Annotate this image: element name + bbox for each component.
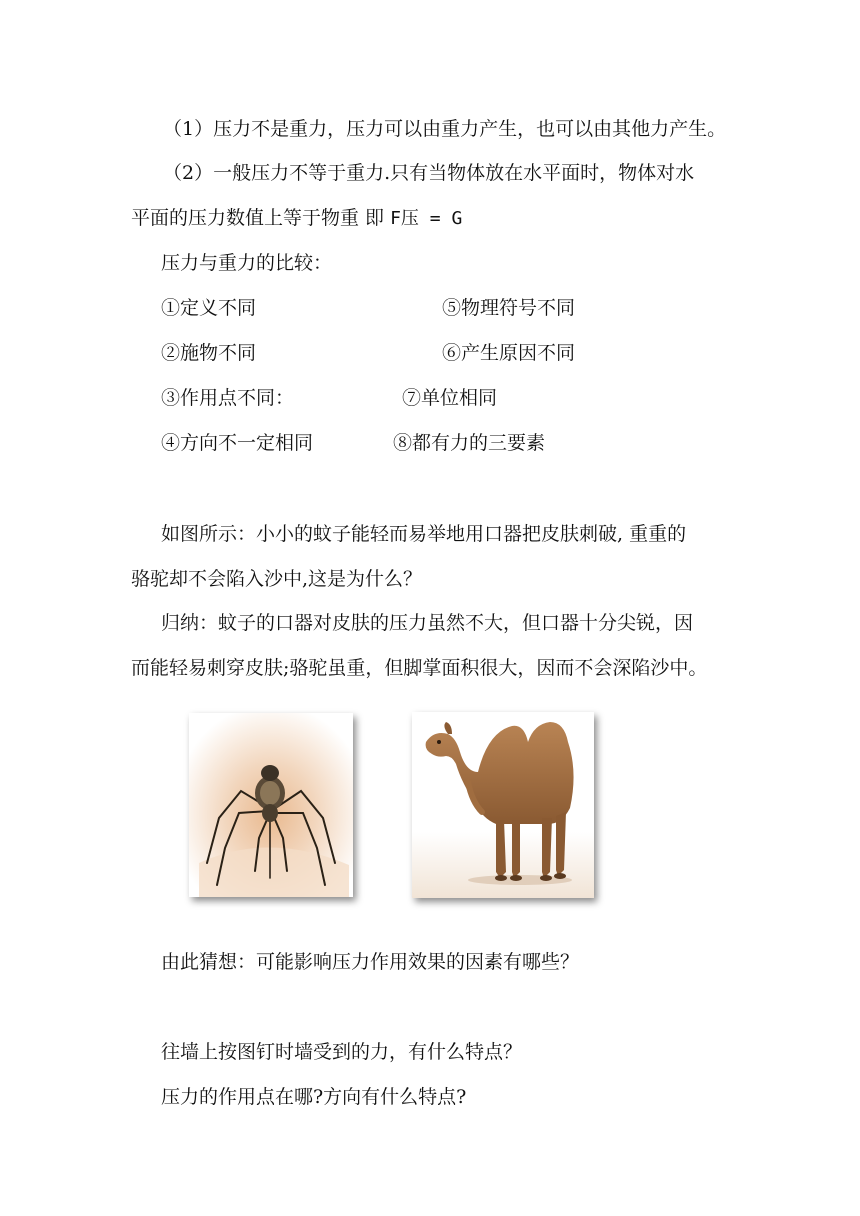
comparison-item-4: ④方向不一定相同 xyxy=(161,432,314,454)
comparison-item-3: ③作用点不同： xyxy=(161,387,295,409)
comparison-item-5: ⑤物理符号不同 xyxy=(442,297,576,319)
guess-question: 由此猜想：可能影响压力作用效果的因素有哪些？ xyxy=(161,951,580,973)
example-summary-line-1: 归纳：蚊子的口器对皮肤的压力虽然不大，但口器十分尖锐，因 xyxy=(161,612,694,634)
note-2-text: 平面的压力数值上等于物重 即 xyxy=(131,207,391,229)
comparison-item-7: ⑦单位相同 xyxy=(402,387,498,409)
camel-illustration xyxy=(412,712,594,898)
mosquito-photo xyxy=(189,713,353,897)
followup-question-2: 压力的作用点在哪?方向有什么特点? xyxy=(161,1086,467,1108)
comparison-item-1: ①定义不同 xyxy=(161,297,257,319)
comparison-item-6: ⑥产生原因不同 xyxy=(442,342,576,364)
followup-question-1: 往墙上按图钉时墙受到的力，有什么特点？ xyxy=(161,1041,523,1063)
mosquito-illustration xyxy=(189,713,353,897)
example-question-line-1: 如图所示：小小的蚊子能轻而易举地用口器把皮肤刺破, 重重的 xyxy=(161,523,687,545)
comparison-item-2: ②施物不同 xyxy=(161,342,257,364)
comparison-item-8: ⑧都有力的三要素 xyxy=(393,432,546,454)
note-2: （2）一般压力不等于重力.只有当物体放在水平面时，物体对水 xyxy=(163,162,695,184)
formula: F压 = G xyxy=(390,208,463,229)
camel-photo xyxy=(412,712,594,898)
note-1: （1）压力不是重力，压力可以由重力产生，也可以由其他力产生。 xyxy=(163,118,727,140)
comparison-heading: 压力与重力的比较： xyxy=(161,252,333,274)
example-summary-line-2: 而能轻易刺穿皮肤;骆驼虽重，但脚掌面积很大，因而不会深陷沙中。 xyxy=(131,657,708,679)
example-question-line-2: 骆驼却不会陷入沙中,这是为什么？ xyxy=(131,568,423,590)
note-2-continued xyxy=(131,206,462,231)
